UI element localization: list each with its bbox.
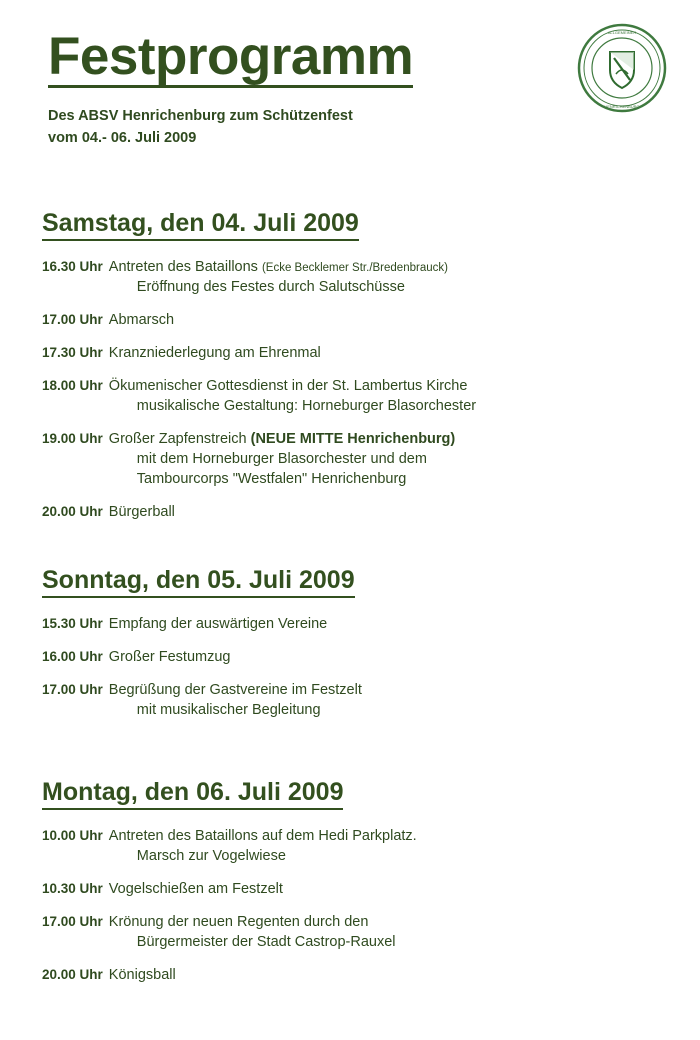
entry-text: Marsch zur Vogelwiese bbox=[136, 848, 286, 864]
program-entry bbox=[42, 376, 652, 416]
entry-text: Tambourcorps "Westfalen" Henrichenburg bbox=[136, 471, 407, 487]
entry-line bbox=[109, 449, 652, 469]
section-spacer bbox=[42, 535, 652, 565]
entry-time: 16.30 Uhr bbox=[42, 259, 103, 274]
entry-time: 19.00 Uhr bbox=[42, 431, 103, 446]
entry-note: (Ecke Becklemer Str./Bredenbrauck) bbox=[261, 262, 448, 274]
entry-time: 17.00 Uhr bbox=[42, 914, 103, 929]
svg-text:HENRICHENBURG: HENRICHENBURG bbox=[604, 104, 640, 109]
program-entry bbox=[42, 502, 652, 522]
program-content bbox=[42, 208, 652, 1028]
entry-text: Großer Zapfenstreich bbox=[108, 431, 251, 447]
entry-body bbox=[109, 965, 652, 985]
entry-text: Bürgerball bbox=[108, 504, 175, 520]
entry-text: Antreten des Bataillons auf dem Hedi Parkplatz. bbox=[108, 828, 417, 844]
entry-body bbox=[109, 647, 652, 667]
document-header bbox=[48, 27, 548, 150]
entry-line bbox=[109, 277, 652, 297]
entry-time: 16.00 Uhr bbox=[42, 649, 103, 664]
program-entry bbox=[42, 879, 652, 899]
entry-text: Großer Festumzug bbox=[108, 649, 231, 665]
entry-text: Königsball bbox=[108, 967, 176, 983]
entry-line bbox=[109, 846, 652, 866]
program-entry bbox=[42, 257, 652, 297]
entry-text: Bürgermeister der Stadt Castrop-Rauxel bbox=[136, 934, 396, 950]
schuetzenverein-wappen-emblem bbox=[576, 22, 668, 114]
day-heading: Montag, den 06. Juli 2009 bbox=[42, 777, 343, 810]
day-heading: Samstag, den 04. Juli 2009 bbox=[42, 208, 359, 241]
day-block bbox=[42, 208, 652, 522]
svg-text:ALLGEMEINER: ALLGEMEINER bbox=[607, 30, 637, 35]
entry-time: 15.30 Uhr bbox=[42, 616, 103, 631]
entry-highlight: (NEUE MITTE Henrichenburg) bbox=[250, 431, 456, 447]
entry-time: 10.00 Uhr bbox=[42, 828, 103, 843]
entry-line bbox=[109, 310, 652, 330]
entry-time: 10.30 Uhr bbox=[42, 881, 103, 896]
entry-body bbox=[109, 680, 652, 720]
entry-line bbox=[109, 912, 652, 932]
entry-text: Antreten des Bataillons bbox=[108, 259, 262, 275]
program-entry bbox=[42, 614, 652, 634]
entry-body bbox=[109, 502, 652, 522]
entry-body bbox=[109, 310, 652, 330]
entry-text: Krönung der neuen Regenten durch den bbox=[108, 914, 369, 930]
entry-body bbox=[109, 429, 652, 489]
entry-line bbox=[109, 343, 652, 363]
entry-line bbox=[109, 647, 652, 667]
entry-text: Begrüßung der Gastvereine im Festzelt bbox=[108, 682, 362, 698]
program-entry bbox=[42, 647, 652, 667]
day-block bbox=[42, 777, 652, 985]
subtitle-line-1: Des ABSV Henrichenburg zum Schützenfest bbox=[48, 108, 353, 124]
entry-line bbox=[109, 826, 652, 846]
entry-line bbox=[109, 257, 652, 277]
entry-line bbox=[109, 429, 652, 449]
entry-body bbox=[109, 343, 652, 363]
program-entry bbox=[42, 310, 652, 330]
entry-body bbox=[109, 879, 652, 899]
entry-line bbox=[109, 932, 652, 952]
entry-line bbox=[109, 700, 652, 720]
entry-line bbox=[109, 680, 652, 700]
entry-line bbox=[109, 469, 652, 489]
entry-time: 20.00 Uhr bbox=[42, 504, 103, 519]
entry-text: Ökumenischer Gottesdienst in der St. Lambertus Kirche bbox=[108, 378, 468, 394]
entry-time: 17.30 Uhr bbox=[42, 345, 103, 360]
entry-time: 17.00 Uhr bbox=[42, 312, 103, 327]
entry-text: Kranzniederlegung am Ehrenmal bbox=[108, 345, 321, 361]
entry-time: 17.00 Uhr bbox=[42, 682, 103, 697]
program-entry bbox=[42, 965, 652, 985]
entry-body bbox=[109, 257, 652, 297]
entry-body bbox=[109, 614, 652, 634]
entry-line bbox=[109, 376, 652, 396]
program-entry bbox=[42, 826, 652, 866]
entry-text: Abmarsch bbox=[108, 312, 175, 328]
entry-text: mit dem Horneburger Blasorchester und dem bbox=[136, 451, 427, 467]
entry-text: Empfang der auswärtigen Vereine bbox=[108, 616, 328, 632]
entry-line bbox=[109, 965, 652, 985]
section-spacer bbox=[42, 998, 652, 1028]
day-heading: Sonntag, den 05. Juli 2009 bbox=[42, 565, 355, 598]
program-entry bbox=[42, 680, 652, 720]
entry-text: Eröffnung des Festes durch Salutschüsse bbox=[136, 279, 405, 295]
entry-body bbox=[109, 826, 652, 866]
entry-line bbox=[109, 614, 652, 634]
entry-time: 18.00 Uhr bbox=[42, 378, 103, 393]
section-spacer bbox=[42, 733, 652, 777]
day-block bbox=[42, 565, 652, 720]
subtitle-line-2: vom 04.- 06. Juli 2009 bbox=[48, 129, 197, 146]
page-title: Festprogramm bbox=[48, 27, 414, 86]
entry-body bbox=[109, 376, 652, 416]
program-entry bbox=[42, 912, 652, 952]
program-entry bbox=[42, 343, 652, 363]
entry-time: 20.00 Uhr bbox=[42, 967, 103, 982]
entry-line bbox=[109, 396, 652, 416]
entry-body bbox=[109, 912, 652, 952]
entry-text: musikalische Gestaltung: Horneburger Blasorchester bbox=[136, 398, 477, 414]
entry-text: mit musikalischer Begleitung bbox=[136, 702, 321, 718]
program-entry bbox=[42, 429, 652, 489]
entry-line bbox=[109, 502, 652, 522]
document-subtitle bbox=[48, 106, 548, 150]
entry-line bbox=[109, 879, 652, 899]
entry-text: Vogelschießen am Festzelt bbox=[108, 881, 283, 897]
